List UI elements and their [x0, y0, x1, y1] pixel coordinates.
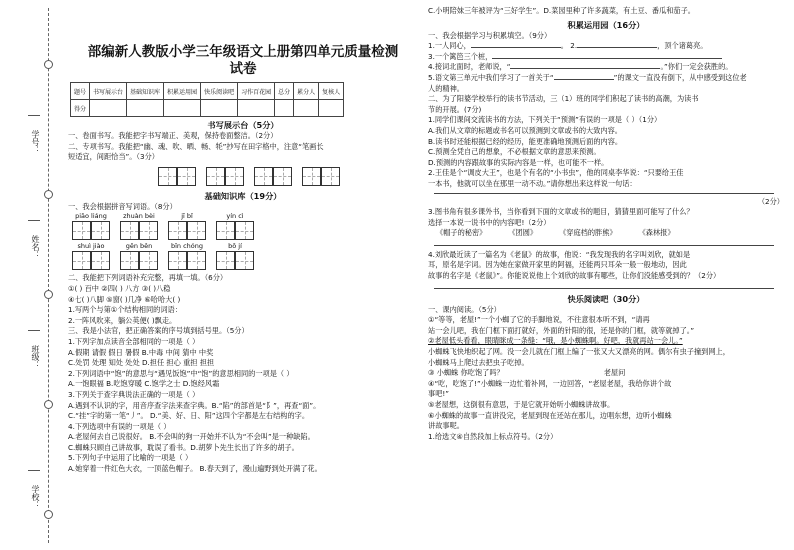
question-text: 1.给选文④自然段加上标点符号。（2分）	[428, 431, 558, 441]
question-text: 二、专项书写。我能把“幽、魂、吹、晒、畅、牦”抄写在田字格中，注意“笔画长	[68, 141, 324, 151]
answer-grid[interactable]	[168, 251, 206, 270]
mc-question: 1.同学们课间交流读书的方法，下列关于“预测”有误的一项是（ ）（1分）	[428, 115, 662, 125]
pinyin-label: shuì jiào	[77, 242, 105, 251]
mc-options: C.蜘蛛只顾自己讲故事，耽误了看书。D.胡萝卜先生长出了许多的胡子。	[68, 442, 299, 452]
score-table	[70, 82, 344, 117]
fill-line: 1.一人同心， 。 2. ，顶个诸葛亮。	[428, 41, 708, 51]
score-cell[interactable]	[90, 100, 127, 117]
answer-grid[interactable]	[120, 251, 158, 270]
score-header-cell: 快乐阅读吧	[201, 83, 238, 100]
mc-options: A.一饱眼福 B.吃饱穿暖 C.饱学之士 D.饱经风霜	[68, 379, 220, 389]
mc-question: 1.下列字加点读音全部相同的一项是（ ）	[68, 336, 200, 346]
question-text: 二、为了阳婆学校举行的读书节活动，三（1）班的同学们积起了读书的高潮，为读书	[428, 94, 699, 104]
question-text: 4.刘欣最近读了一篇名为《老鼠》的故事，他说：“我发现我的名字叫刘欣，就如是	[428, 249, 691, 259]
score-row-label: 得分	[71, 100, 90, 117]
id-line	[28, 115, 40, 116]
section-title-reading: 快乐阅读吧（30分）	[567, 293, 645, 304]
score-cell[interactable]	[294, 100, 319, 117]
score-cell[interactable]	[238, 100, 275, 117]
question-text: 故事的名字是《老鼠》”。你能说说他上个刘欣的故事有哪些，让你们没能感受到的？（2分）	[428, 271, 721, 281]
fill-line: 5.语文第三单元中我们学习了一首关于“ ”的课文一直没有倒下，从中感受到这位老	[428, 72, 747, 82]
exam-subtitle: 试卷	[229, 61, 257, 77]
class-line	[28, 330, 40, 331]
question-text: 3.图书角有很多课外书，当你看到下面的文章或书的题目，猜猜里面可能写了什么？	[428, 207, 694, 217]
mc-options: C.处罚 处理 知处 处处 D.担任 担心 重担 担担	[68, 358, 215, 368]
char-grid	[206, 167, 244, 186]
points-note: （2分）	[757, 196, 784, 206]
score-cell[interactable]	[201, 100, 238, 117]
mc-question: 5.下列句子中运用了比喻的一项是（ ）	[68, 453, 193, 463]
mc-options: C.“挂”字的第一笔“丿”。 D.“美、好、日、阳”这四个字都是左右结构的字。	[68, 411, 310, 421]
pinyin-label: yín cì	[226, 212, 244, 221]
binding-hole	[44, 190, 53, 199]
mc-question: 2.下列词语中“饱”的意思与“遇见饭饱”中“饱”的意思相同的一项是（ ）	[68, 368, 294, 378]
passage-text: 事吧!”	[428, 389, 449, 399]
pinyin-label: bīn chóng	[170, 242, 204, 251]
pinyin-label: zhuàn bèi	[123, 212, 155, 221]
right-column	[428, 6, 784, 442]
fill-line: 4.接词北面时，老师说，“ 。”你们一定会获胜的。	[428, 62, 733, 72]
writing-grid[interactable]	[158, 167, 418, 186]
mc-options: C.小明陪妹三年被评为“三好学生”。D.菜园里种了许多蔬菜，有土豆、番瓜和茄子。	[428, 6, 695, 15]
mc-options: A.老屋何去自己说很好。 B.不会叫的狗一开始并不认为“不会叫”是一种缺陷。	[68, 432, 315, 442]
answer-grid[interactable]	[216, 221, 254, 240]
question-text: 一、卷面书写。我能把字书写端正、美观，保持卷面整洁。（2分）	[68, 131, 278, 140]
book-title: 《帽子的秘密》	[436, 228, 487, 238]
passage-text: 小蜘蛛飞快地织起了网。没一会儿就在门框上编了一张又大又漂亮的网。偶尔有虫子撞到网上，	[428, 347, 730, 357]
answer-grid[interactable]	[72, 221, 110, 240]
passage-text: ⑥小蜘蛛的故事一直讲没完，老屋到现在还站在那儿，边唱东想，边听小蜘蛛	[428, 410, 672, 420]
book-title: 《穿庭档的胖熊》	[559, 228, 617, 238]
binding-margin	[0, 0, 60, 550]
question-text: 短适宜，间距恰当”。（3分）	[68, 152, 159, 162]
left-column	[68, 6, 418, 475]
score-header-cell: 基础知识库	[127, 83, 164, 100]
binding-hole	[44, 510, 53, 519]
score-header-cell: 总分	[275, 83, 294, 100]
score-header-cell: 积累运用园	[164, 83, 201, 100]
score-header-cell: 复核人	[319, 83, 344, 100]
score-cell[interactable]	[319, 100, 344, 117]
score-header-cell: 累分人	[294, 83, 319, 100]
question-text: 节的开展。(7分)	[428, 104, 482, 114]
binding-hole	[44, 60, 53, 69]
section-title-basics: 基础知识库（19分）	[204, 190, 282, 201]
question-text: 一本书，他就可以坐在那里一动不动。”请你想出来这样说一句话：	[428, 178, 637, 188]
section-title-accumulation: 积累运用园（16分）	[567, 19, 645, 30]
pinyin-label: bō jí	[228, 242, 242, 251]
answer-line[interactable]	[434, 288, 774, 289]
fill-line: ④七( )八脚 ⑤窗( )几净 ⑥哈哈大( )	[68, 294, 181, 304]
answer-grid[interactable]	[72, 251, 110, 270]
char-grid	[302, 167, 340, 186]
passage-text: 小蜘蛛马上爬过去把虫子吃掉。	[428, 357, 529, 367]
mc-options: D.预测的内容跟故事的实际内容是一样，也可能不一样。	[428, 157, 609, 167]
pinyin-label: gēn běn	[125, 242, 153, 251]
pinyin-label: jī bǐ	[181, 212, 193, 221]
pinyin-row	[72, 212, 418, 240]
question-text: 一、我会根据学习与积累填空。（9分）	[428, 30, 552, 40]
school-label: 学校：	[31, 485, 40, 509]
passage-text: ②老屋低头看看，眼睛眯成一条缝：“哦，是小蜘蛛啊。好吧，我就再站一会儿。”	[428, 336, 683, 346]
id-label: 学号：	[31, 130, 40, 154]
mc-options: A.遇到不认识的字，用音序查字法来查字典。B.“陷”的部首是“阝”，再查“面”。	[68, 400, 321, 410]
question-text: 耳，原名是字词。因为她在家做开家里的阿福，还能两只耳朵一般一般地动，因此	[428, 260, 687, 270]
answer-grid[interactable]	[216, 251, 254, 270]
answer-grid[interactable]	[120, 221, 158, 240]
question-text: 三、我是小法官，把正确答案的序号填到括号里。（5分）	[68, 326, 249, 336]
mc-options: A.她穿着一件红色大衣，一顶蓝色帽子。 B.春天到了，漫山遍野到处开满了花。	[68, 464, 322, 474]
exam-title: 部编新人教版小学三年级语文上册第四单元质量检测	[87, 44, 399, 60]
question-text: 一、课内阅读。（5分）	[428, 304, 501, 314]
mc-options: B.读书时还能根据已经的经历，能更准确地预测后面的内容。	[428, 136, 623, 146]
score-cell[interactable]	[127, 100, 164, 117]
score-cell[interactable]	[275, 100, 294, 117]
question-text: 选择一本说一说书中的内容吧!（2分）	[428, 217, 551, 227]
mc-question: 4.下列选项中有误的一项是（ ）	[68, 421, 171, 431]
binding-hole	[44, 290, 53, 299]
question-text: 2.王佳是个“调皮大王”，也是个有名的“小书虫”，他的同桌李华说：“只要给王佳	[428, 168, 684, 178]
book-title: 《团圆》	[508, 228, 538, 238]
answer-line[interactable]	[434, 193, 774, 194]
name-label: 姓名：	[31, 235, 40, 259]
class-label: 班级：	[31, 345, 40, 369]
char-grid	[254, 167, 292, 186]
school-line	[28, 470, 40, 471]
fill-line: 人的精神。	[428, 83, 464, 93]
char-grid	[158, 167, 196, 186]
mc-options: C.预测全凭自己的想象，不必根据文章的意思来预测。	[428, 147, 601, 157]
section-title-writing: 书写展示台（5分）	[207, 120, 279, 130]
passage-text: 讲故事呢。	[428, 421, 464, 431]
passage-text: ④“吃，吃饱了!”小蜘蛛一边忙着补网，一边回答，“老屋老屋，我给你讲个故	[428, 378, 672, 388]
score-header-cell: 书写展示台	[90, 83, 127, 100]
passage-text: ③ 小蜘蛛 你吃饱了吗？ 老屋问	[428, 368, 626, 378]
mc-question: 3.下列关于查字典说法正确的一项是（ ）	[68, 389, 200, 399]
score-cell[interactable]	[164, 100, 201, 117]
passage-text: ⑤老屋想，这倒很有意思，于是它就开始听小蜘蛛讲故事。	[428, 400, 615, 409]
score-header-cell: 题号	[71, 83, 90, 100]
answer-grid[interactable]	[168, 221, 206, 240]
binding-dashed-line	[48, 8, 49, 543]
binding-hole	[44, 400, 53, 409]
question-text: 一、我会根据拼音写词语。（8分）	[68, 201, 177, 211]
mc-options: A.假期 请假 假日 暑假 B.中毒 中间 猜中 中奖	[68, 347, 214, 357]
question-text: 二、我能把下列词语补充完整，再填一填。（6分）	[68, 273, 228, 283]
book-list	[436, 228, 784, 239]
passage-text: 站一会儿吧，我在门框下面打就好，外面的针阳的很，还是你的门框，就等就掉了。”	[428, 325, 695, 335]
fill-line: ①( ) 百中 ②四( ) 八方 ③( )八稳	[68, 283, 171, 293]
pinyin-label: piāo liáng	[75, 212, 107, 221]
book-title: 《森林报》	[638, 228, 675, 238]
name-line	[28, 220, 40, 221]
fill-line: 2.一阵风吹来，躺公英便( )飘走。	[68, 315, 177, 325]
fill-line: 3.一个篱笆三个桩，	[428, 52, 784, 63]
passage-text: ①“等等，老屋!”一个小蜘了它的手脚地说，不往意很本听不到，“请再	[428, 315, 650, 325]
pinyin-row	[72, 242, 418, 270]
score-header-cell: 习作百花园	[238, 83, 275, 100]
fill-line: 1.写两个与第①个结构相同的词语：	[68, 305, 182, 315]
answer-line[interactable]	[434, 245, 774, 246]
mc-options: A.我们从文章的标题或书名可以预测到文章或书的大致内容。	[428, 125, 622, 135]
